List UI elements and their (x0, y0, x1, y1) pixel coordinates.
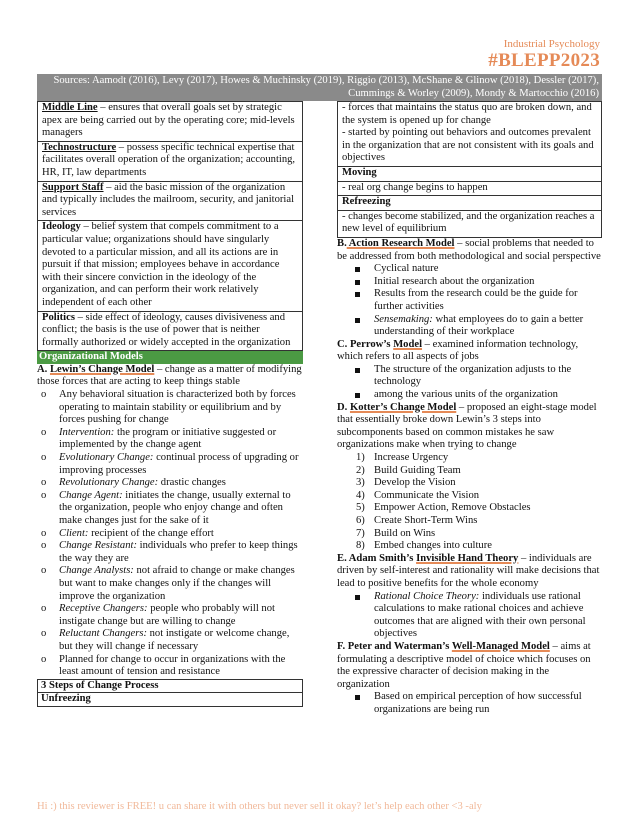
circle-bullet-icon: o (41, 426, 47, 438)
step-text: Communicate the Vision (374, 489, 480, 501)
kotter-paragraph (337, 402, 602, 452)
lewin-name: Lewin’s Change Model (49, 363, 155, 375)
desc-support-staff: – aid the basic mission of the organization and typically includes the mailroom, security, and janitorial services (42, 181, 295, 218)
left-column (37, 101, 303, 707)
step-number: 3) (356, 477, 365, 489)
bullet-text: individuals who prefer to keep things the way they are (59, 540, 298, 564)
step-number: 2) (356, 464, 365, 476)
action-research-paragraph (337, 238, 602, 263)
circle-bullet-icon: o (41, 540, 47, 552)
list-item (337, 515, 602, 528)
perrow-desc: – examined information technology, which refers to all aspects of jobs (337, 338, 579, 363)
step-text: Embed changes into culture (374, 540, 492, 552)
square-bullet-icon (355, 595, 360, 600)
peters-paragraph (337, 641, 602, 691)
list-item (337, 477, 602, 490)
perrow-name: Model (393, 338, 423, 350)
bullet-term: Sensemaking: (374, 313, 433, 325)
bullet-term: Client: (59, 527, 89, 539)
step-text: Develop the Vision (374, 477, 456, 489)
step-text: Build Guiding Team (374, 464, 461, 476)
box-unfreezing-cont: - forces that maintains the status quo are broken down, and the system is opened up for change - started by pointing out behaviors and outcomes prevalent in the organization that are not consistent with its goals and objectives (337, 101, 602, 167)
list-item (337, 540, 602, 553)
lewin-paragraph (37, 364, 303, 389)
smith-paragraph (337, 553, 602, 591)
bullet-text: people who probably will not instigate change but are willing to change (59, 603, 275, 627)
list-item (37, 528, 303, 541)
desc-middle-line: – ensures that overall goals set by strategic apex are being carried out by the operating core; mid-levels managers (42, 102, 295, 139)
list-item (337, 314, 602, 339)
peters-name: Well-Managed Model (451, 640, 550, 652)
list-item (337, 502, 602, 515)
moving-desc: - real org change begins to happen (337, 182, 602, 197)
circle-bullet-icon: o (41, 527, 47, 539)
circle-bullet-icon: o (41, 389, 47, 401)
peters-bullets (337, 691, 602, 716)
square-bullet-icon (355, 368, 360, 373)
bullet-text: Cyclical nature (374, 263, 439, 275)
bullet-text: initiates the change, usually external to the organization, people who enjoy change and often make changes just for the sake of it (59, 489, 291, 526)
perrow-bullets (337, 364, 602, 402)
term-technostructure: Technostructure (42, 141, 117, 153)
bullet-term: Evolutionary Change: (59, 452, 154, 464)
box-middle-line (37, 101, 303, 142)
kotter-steps (337, 452, 602, 553)
refreezing-desc: - changes become stabilized, and the organization reaches a new level of equilibrium (337, 211, 602, 238)
steps-title: 3 Steps of Change Process (37, 679, 303, 694)
list-item (337, 276, 602, 289)
square-bullet-icon (355, 318, 360, 323)
list-item (37, 540, 303, 565)
circle-bullet-icon: o (41, 628, 47, 640)
ar-desc: – social problems that needed to be addressed from both methodological and social perspective (337, 237, 601, 262)
desc-technostructure: – possess specific technical expertise that facilitates overall operation of the organization; accounting, HR, IT, law departments (42, 141, 296, 178)
list-item (337, 364, 602, 389)
step-number: 8) (356, 540, 365, 552)
list-item (337, 263, 602, 276)
list-item (337, 452, 602, 465)
bullet-text: Results from the research could be the guide for further activities (374, 288, 578, 312)
header-title: #BLEPP2023 (488, 50, 600, 71)
kotter-name: Kotter’s Change Model (349, 401, 457, 413)
kotter-prefix: D. (337, 401, 350, 413)
bullet-text: continual process of upgrading or improving processes (59, 452, 299, 476)
square-bullet-icon (355, 292, 360, 297)
square-bullet-icon (355, 393, 360, 398)
step-text: Create Short-Term Wins (374, 515, 478, 526)
bullet-text: recipient of the change effort (88, 527, 214, 539)
lewin-prefix: A. (37, 363, 50, 375)
bullet-text: not instigate or welcome change, but they will change if necessary (59, 628, 290, 652)
square-bullet-icon (355, 695, 360, 700)
circle-bullet-icon: o (41, 452, 47, 464)
list-item (37, 628, 303, 653)
smith-desc: – individuals are driven by self-interest and rationality will make decisions that lead to positive benefits for the whole economy (337, 552, 600, 589)
bullet-term: Change Agent: (59, 489, 123, 501)
bullet-term: Rational Choice Theory: (374, 590, 480, 602)
step-number: 5) (356, 502, 365, 514)
box-support-staff (37, 182, 303, 222)
peters-prefix: F. Peter and Waterman’s (337, 640, 452, 652)
box-politics (37, 312, 303, 352)
bullet-term: Intervention: (59, 426, 115, 438)
list-item (337, 465, 602, 478)
term-middle-line: Middle Line (42, 102, 98, 113)
step-number: 7) (356, 527, 365, 539)
list-item (337, 691, 602, 716)
list-item (337, 490, 602, 503)
bullet-text: what employees do to gain a better understanding of their workplace (374, 313, 584, 338)
step-text: Build on Wins (374, 527, 436, 539)
desc-ideology: – belief system that compels commitment to a particular value; organizations should have singularly devoted to a particular mission, and all its actions are in pursuit if that mission; employees behave in accordance with their sincere conviction in the ideology of the organization, and can perform their work relatively independent of each other (42, 221, 280, 308)
term-politics: Politics (42, 311, 75, 323)
refreezing-title: Refreezing (337, 196, 602, 211)
list-item (37, 427, 303, 452)
bullet-text: Initial research about the organization (374, 275, 535, 287)
bullet-text: the program or initiative suggested or implemented by the change agent (59, 426, 277, 451)
kotter-desc: – proposed an eight-stage model that essentially broke down Lewin’s 3 steps into subcomponents based on common mistakes he saw organizations make when trying to change (337, 401, 597, 451)
bullet-text: drastic changes (158, 477, 226, 489)
bullet-text: Planned for change to occur in organizations with the least amount of tension and resistance (59, 653, 286, 678)
unfreezing-title: Unfreezing (37, 693, 303, 707)
org-models-heading: Organizational Models (37, 351, 303, 364)
square-bullet-icon (355, 267, 360, 272)
smith-name: Invisible Hand Theory (416, 552, 519, 564)
circle-bullet-icon: o (41, 477, 47, 489)
peters-desc: – aims at formulating a descriptive model of choice which focuses on the expressive character of decision making in the organization (337, 640, 591, 690)
step-number: 1) (356, 452, 365, 464)
circle-bullet-icon: o (41, 653, 47, 665)
sources-bar: Sources: Aamodt (2016), Levy (2017), Howes & Muchinsky (2019), Riggio (2013), McShane & Glinow (2018), Dessler (2017), Cummings & Worley (2009), Mondy & Martocchio (2016) (37, 74, 602, 101)
list-item (37, 603, 303, 628)
box-technostructure (37, 142, 303, 182)
step-number: 4) (356, 489, 365, 501)
circle-bullet-icon: o (41, 565, 47, 577)
list-item (37, 565, 303, 603)
lewin-desc: – change as a matter of modifying those forces that are acting to keep things stable (37, 363, 302, 388)
footer-note: Hi :) this reviewer is FREE! u can share it with others but never sell it okay? let’s help each other <3 -aly (37, 801, 482, 812)
perrow-prefix: C. Perrow’s (337, 338, 394, 350)
smith-prefix: E. Adam Smith’s (337, 552, 417, 564)
bullet-term: Change Analysts: (59, 565, 134, 577)
list-item (337, 389, 602, 402)
box-ideology (37, 221, 303, 311)
bullet-text: Any behavioral situation is characterized both by forces operating to maintain stability or equilibrium and by forces pushing for change (59, 389, 296, 426)
step-number: 6) (356, 515, 365, 526)
circle-bullet-icon: o (41, 603, 47, 615)
right-column (337, 101, 602, 717)
desc-politics: – side effect of ideology, causes divisiveness and conflict; the basis is the use of power that is neither formally authorized or widely accepted in the organization (42, 311, 291, 348)
ar-name: Action Research Model (346, 237, 455, 249)
ar-bullets (337, 263, 602, 339)
smith-bullets (337, 591, 602, 641)
term-support-staff: Support Staff (42, 181, 104, 193)
list-item (337, 288, 602, 313)
circle-bullet-icon: o (41, 489, 47, 501)
lewin-bullets (37, 389, 303, 679)
bullet-term: Revolutionary Change: (59, 477, 159, 489)
square-bullet-icon (355, 280, 360, 285)
bullet-text: individuals use rational calculations to make rational choices and achieve outcomes that are aligned with their own personal objectives (374, 590, 586, 640)
list-item (337, 591, 602, 641)
bullet-term: Receptive Changers: (59, 603, 148, 615)
bullet-term: Change Resistant: (59, 540, 137, 552)
bullet-text: The structure of the organization adjusts to the technology (374, 363, 572, 388)
list-item (337, 528, 602, 541)
bullet-text: Based on empirical perception of how successful organizations are being run (374, 691, 582, 715)
moving-title: Moving (337, 167, 602, 182)
list-item (37, 654, 303, 679)
step-text: Increase Urgency (374, 452, 449, 464)
bullet-text: not afraid to change or make changes but want to make changes only if the changes will improve the organization (59, 565, 295, 602)
term-ideology: Ideology (42, 221, 81, 233)
list-item (37, 389, 303, 427)
bullet-text: among the various units of the organization (374, 389, 558, 401)
list-item (37, 490, 303, 528)
step-text: Empower Action, Remove Obstacles (374, 502, 531, 514)
list-item (37, 477, 303, 490)
ar-prefix: B. (337, 237, 347, 249)
list-item (37, 452, 303, 477)
perrow-paragraph (337, 339, 602, 364)
header-subtitle: Industrial Psychology (503, 38, 600, 50)
bullet-term: Reluctant Changers: (59, 628, 147, 640)
